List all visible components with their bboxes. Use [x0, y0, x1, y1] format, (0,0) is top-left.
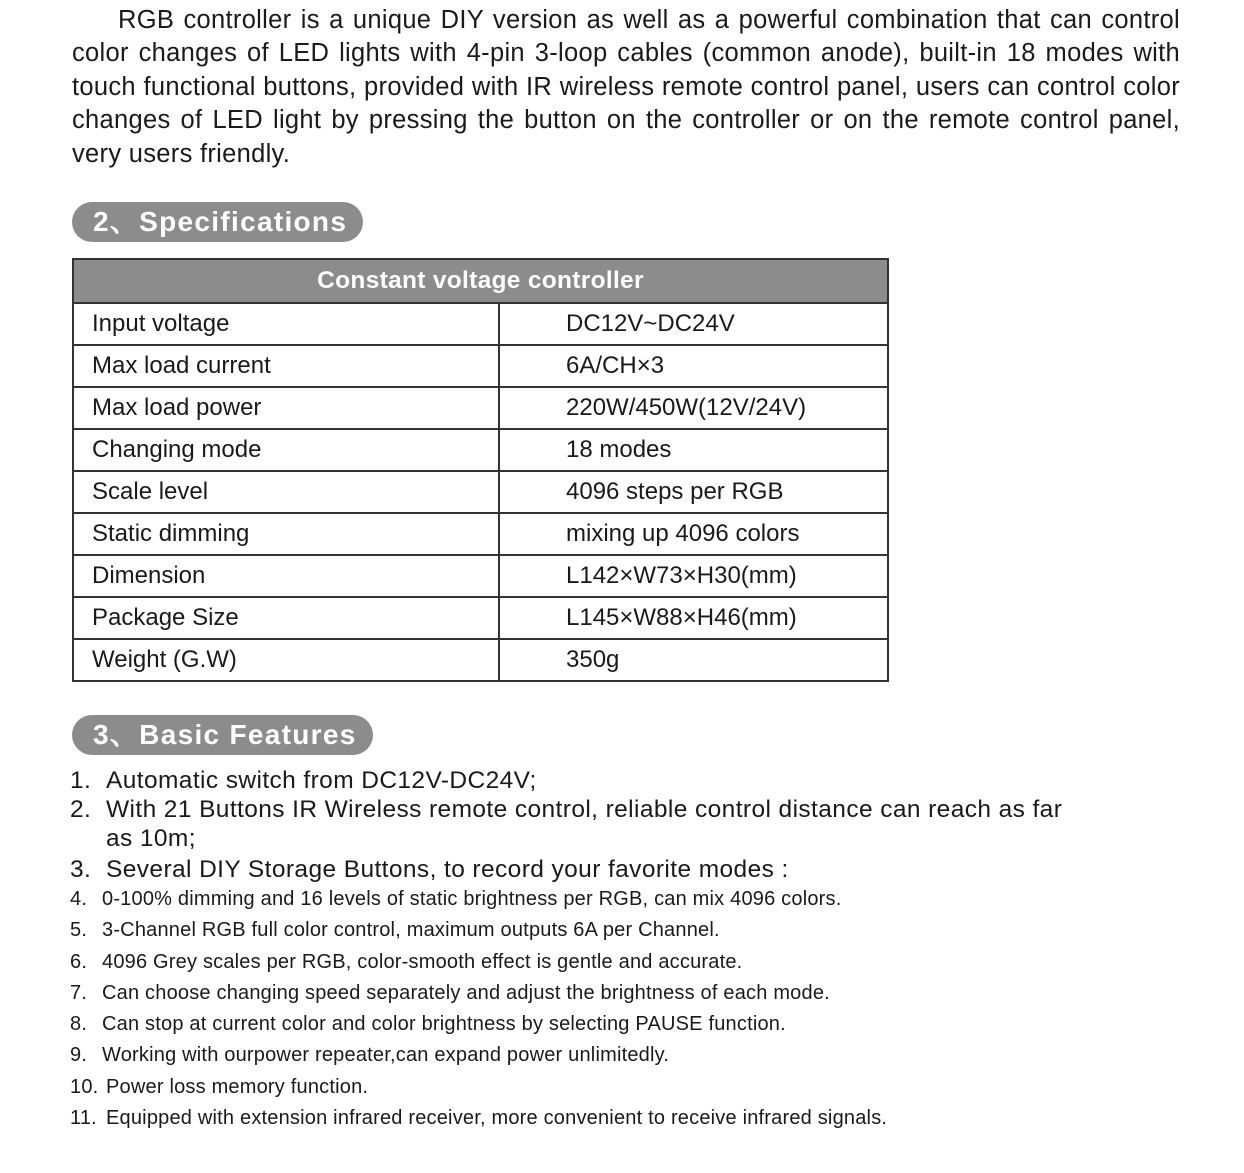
table-row — [73, 513, 888, 555]
specifications-heading: 2、Specifications — [72, 202, 363, 242]
item-number: 10. — [70, 1075, 99, 1098]
list-item — [70, 915, 1070, 946]
item-text: With 21 Buttons IR Wireless remote control, reliable control distance can reach as far as 10m; — [106, 796, 1063, 852]
table-title: Constant voltage controller — [73, 259, 888, 303]
spec-value: DC12V~DC24V — [499, 303, 888, 345]
item-text: Power loss memory function. — [106, 1075, 369, 1098]
item-text: 0-100% dimming and 16 levels of static brightness per RGB, can mix 4096 colors. — [102, 888, 842, 910]
list-item — [70, 1040, 1070, 1071]
features-list — [70, 766, 1070, 1134]
intro-text: RGB controller is a unique DIY version as well as a powerful combination that can control color changes of LED lights with 4-pin 3-loop cables (common anode), built-in 18 modes with touch functional buttons, provided with IR wireless remote control panel, users can control color changes of LED light by pressing the button on the controller or on the remote control panel, very users friendly. — [72, 6, 1180, 168]
item-text: 4096 Grey scales per RGB, color-smooth effect is gentle and accurate. — [102, 950, 743, 973]
spec-label: Scale level — [73, 471, 499, 513]
table-row — [73, 387, 888, 429]
table-row — [73, 555, 888, 597]
list-item — [70, 978, 1070, 1009]
spec-value: 6A/CH×3 — [499, 345, 888, 387]
spec-label: Weight (G.W) — [73, 639, 499, 681]
spec-value: 350g — [499, 639, 888, 681]
list-item — [70, 855, 1070, 884]
basic-features-heading: 3、Basic Features — [72, 715, 373, 755]
spec-label: Changing mode — [73, 429, 499, 471]
item-number: 5. — [70, 919, 88, 942]
table-row — [73, 429, 888, 471]
spec-value: L142×W73×H30(mm) — [499, 555, 888, 597]
item-number: 1. — [70, 767, 92, 794]
item-text: Equipped with extension infrared receiver, more convenient to receive infrared signals. — [106, 1107, 888, 1130]
item-number: 6. — [70, 950, 88, 973]
item-text: Can stop at current color and color brightness by selecting PAUSE function. — [102, 1013, 786, 1036]
list-item — [70, 1009, 1070, 1040]
spec-value: mixing up 4096 colors — [499, 513, 888, 555]
spec-label: Max load power — [73, 387, 499, 429]
spec-value: 4096 steps per RGB — [499, 471, 888, 513]
item-text: Automatic switch from DC12V-DC24V; — [106, 767, 537, 794]
item-number: 9. — [70, 1044, 88, 1067]
list-item — [70, 795, 1070, 853]
spec-label: Package Size — [73, 597, 499, 639]
item-number: 3. — [70, 856, 92, 883]
item-number: 8. — [70, 1013, 88, 1036]
table-row — [73, 639, 888, 681]
item-number: 2. — [70, 796, 92, 823]
table-row — [73, 345, 888, 387]
item-text: Working with ourpower repeater,can expand power unlimitedly. — [102, 1044, 670, 1067]
spec-value: L145×W88×H46(mm) — [499, 597, 888, 639]
item-text: 3-Channel RGB full color control, maximum outputs 6A per Channel. — [102, 919, 720, 942]
table-row — [73, 471, 888, 513]
intro-paragraph — [72, 4, 1180, 171]
spec-value: 18 modes — [499, 429, 888, 471]
list-item — [70, 1072, 1070, 1103]
list-item — [70, 884, 1070, 915]
specifications-table — [72, 258, 889, 682]
spec-value: 220W/450W(12V/24V) — [499, 387, 888, 429]
table-row — [73, 303, 888, 345]
item-text: Can choose changing speed separately and adjust the brightness of each mode. — [102, 981, 830, 1004]
list-item — [70, 766, 1070, 795]
spec-label: Static dimming — [73, 513, 499, 555]
list-item — [70, 1103, 1070, 1134]
spec-label: Input voltage — [73, 303, 499, 345]
item-number: 4. — [70, 888, 88, 910]
spec-label: Max load current — [73, 345, 499, 387]
list-item — [70, 947, 1070, 978]
item-text: Several DIY Storage Buttons, to record your favorite modes : — [106, 856, 789, 883]
spec-label: Dimension — [73, 555, 499, 597]
item-number: 11. — [70, 1107, 97, 1130]
table-header-row — [73, 259, 888, 303]
item-number: 7. — [70, 981, 88, 1004]
table-row — [73, 597, 888, 639]
